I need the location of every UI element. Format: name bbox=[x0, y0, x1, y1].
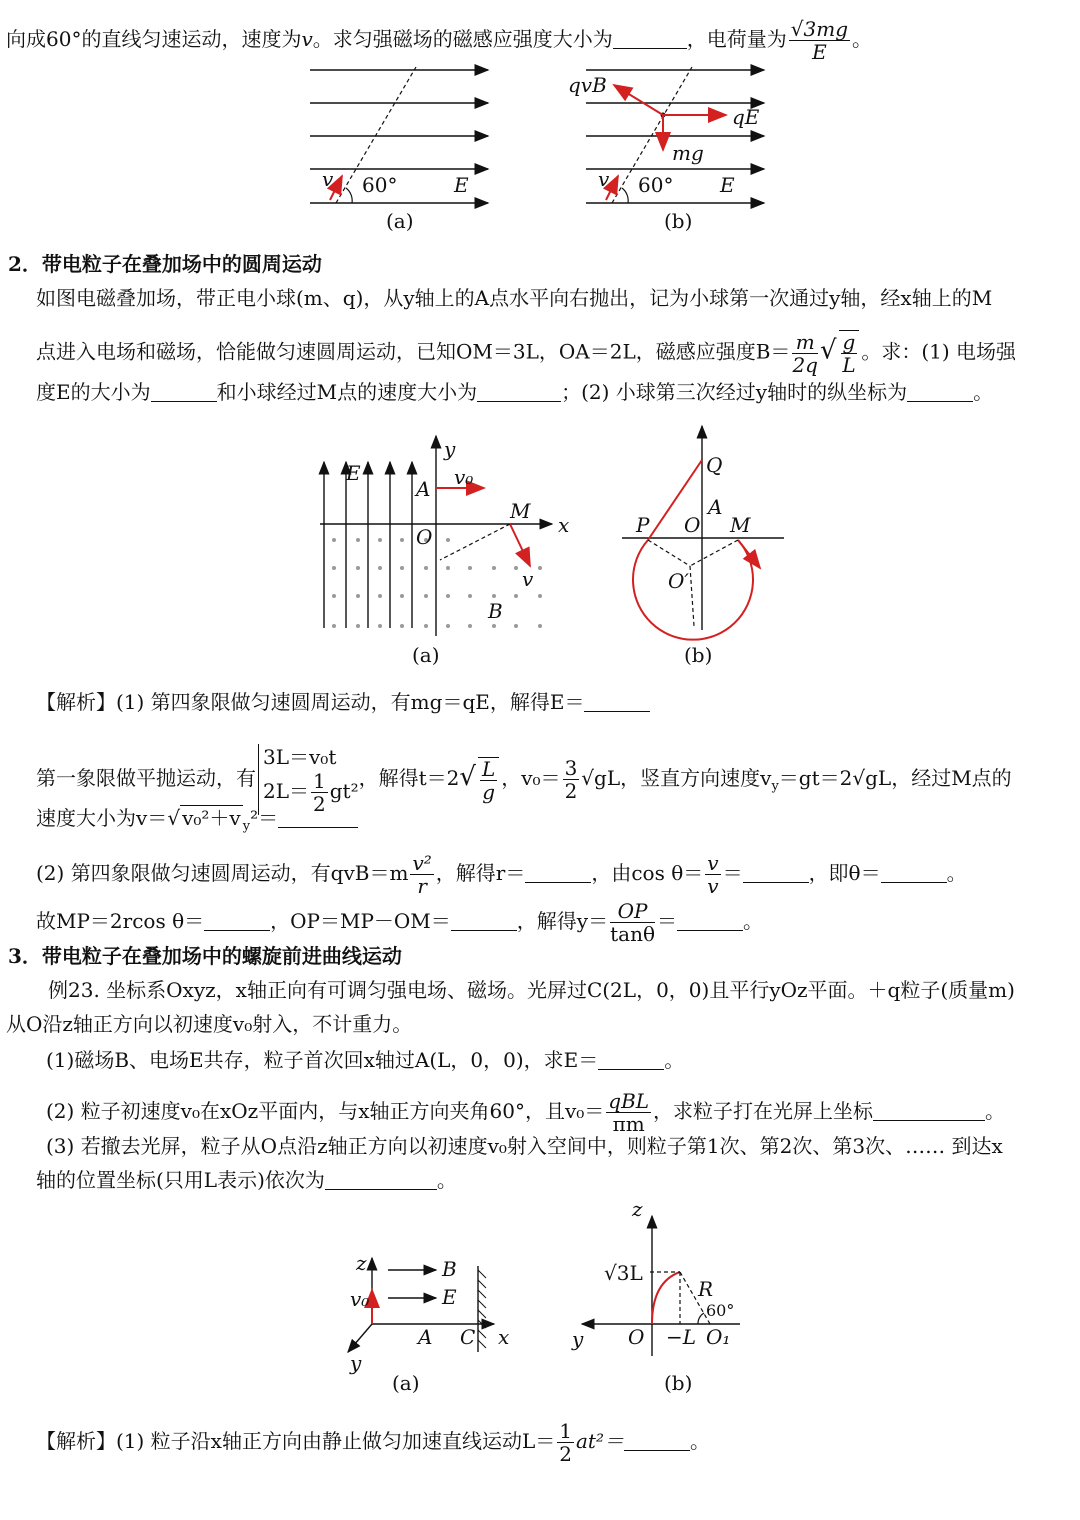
section-2-heading: 2．带电粒子在叠加场中的圆周运动 bbox=[8, 252, 322, 276]
fig2a-v0: v₀ bbox=[454, 465, 474, 489]
fig2a-M: M bbox=[510, 499, 531, 523]
fig1a-v: v bbox=[322, 167, 334, 191]
sol2-line-5: 故MP＝2rcos θ＝ ，OP＝MP－OM＝ ，解得y＝ $\frac{OP}{\tan\theta}$ ＝ 。 bbox=[36, 899, 763, 946]
fig1b-mg: mg bbox=[672, 141, 704, 165]
fig3b-z: z bbox=[632, 1197, 643, 1221]
fig3a-C: C bbox=[460, 1325, 476, 1349]
fig3b-s3L: √3L bbox=[604, 1261, 643, 1285]
sec3-q2: (2) 粒子初速度v₀在xOz平面内，与x轴正方向夹角60°，且v₀＝ $\frac{\text{qBL}}{\pi m}$ ，求粒子打在光屏上坐标 。 bbox=[46, 1089, 1006, 1136]
fig3b-R: R bbox=[698, 1277, 714, 1301]
figure-1 bbox=[0, 0, 1080, 240]
fig3b-caption: (b) bbox=[664, 1371, 693, 1395]
fig1b-qvB: qvB bbox=[568, 73, 607, 97]
fig2a-A: A bbox=[416, 477, 431, 501]
fig1a-E: E bbox=[454, 173, 469, 197]
figure-2 bbox=[0, 400, 1080, 700]
sol2-line-2: 第一象限做平抛运动，有 3L＝v₀t 2L＝ $\frac{1}{2}$ gt² ，解得t＝2√ $\frac{L}{g}$ ，v₀＝ $\frac{3}{2}$ √gL，竖直方向速度$v_y=gt=2√gL$，经过M点的 bbox=[36, 745, 1012, 816]
figure-3a bbox=[348, 1251, 509, 1395]
figure-1b bbox=[568, 67, 764, 233]
fig3a-x: x bbox=[498, 1325, 510, 1349]
fig2b-A: A bbox=[708, 495, 723, 519]
sec3-para-2: 从O沿z轴正方向以初速度v₀射入，不计重力。 bbox=[6, 1012, 413, 1036]
figure-3b bbox=[571, 1197, 740, 1395]
figure-2a bbox=[320, 436, 569, 667]
fig1b-v: v bbox=[598, 167, 610, 191]
fig3a-E: E bbox=[442, 1285, 457, 1309]
sec3-q3: (3) 若撤去光屏，粒子从O点沿z轴正方向以初速度v₀射入空间中，则粒子第1次、第2次、第3次、…… 到达x bbox=[46, 1134, 1003, 1158]
fig2b-caption: (b) bbox=[684, 643, 713, 667]
sol2-line-4: (2) 第四象限做匀速圆周运动，有qvB＝m $\frac{\text{v²}}{r}$ ，解得r＝ ，由cos θ＝ $\frac{v}{v}$ ＝ ，即θ＝ 。 bbox=[36, 851, 967, 898]
fig2b-Q: Q bbox=[706, 453, 723, 477]
fig2a-O: O bbox=[416, 525, 433, 549]
fig3b-angle: 60° bbox=[706, 1301, 735, 1320]
fig3a-y: y bbox=[350, 1351, 362, 1375]
fig3b-mL: −L bbox=[666, 1325, 697, 1349]
fig1b-E: E bbox=[720, 173, 735, 197]
fig2a-x: x bbox=[558, 513, 570, 537]
fig3b-y: y bbox=[572, 1327, 584, 1351]
fig2b-Oprime: O′ bbox=[668, 569, 689, 593]
fig2a-caption: (a) bbox=[412, 643, 440, 667]
figure-3 bbox=[0, 1197, 1080, 1420]
fig3a-v0: v₀ bbox=[350, 1287, 370, 1311]
sec2-para-3: 度E的大小为 和小球经过M点的速度大小为 ；(2) 小球第三次经过y轴时的纵坐标为 。 bbox=[36, 380, 994, 404]
fig3a-B: B bbox=[442, 1257, 457, 1281]
sec3-para-1: 例23. 坐标系Oxyz，x轴正向有可调匀强电场、磁场。光屏过C(2L，0，0)且平行yOz平面。＋q粒子(质量m) bbox=[48, 978, 1015, 1002]
sec3-q3-cont: 轴的位置坐标(只用L表示)依次为 。 bbox=[36, 1168, 457, 1192]
figure-2b bbox=[622, 426, 784, 667]
sol2-line-3: 速度大小为v＝√ v₀²＋v $_y$²＝ bbox=[36, 804, 358, 841]
fig2b-M: M bbox=[730, 513, 751, 537]
fig3b-O: O bbox=[628, 1325, 645, 1349]
fig2b-O: O bbox=[684, 513, 701, 537]
fig3a-caption: (a) bbox=[392, 1371, 420, 1395]
fig1b-caption: (b) bbox=[664, 209, 693, 233]
sol2-line-1: 【解析】(1) 第四象限做匀速圆周运动，有mg＝qE，解得E＝ bbox=[36, 688, 650, 716]
fig1b-qE: qE bbox=[732, 105, 760, 129]
sec2-para-1: 如图电磁叠加场，带正电小球(m、q)，从y轴上的A点水平向右抛出，记为小球第一次通过y轴，经x轴上的M bbox=[36, 286, 993, 310]
sol3-line-1: 【解析】(1) 粒子沿x轴正方向由静止做匀加速直线运动L＝ $\frac{1}{2}$ at²＝ 。 bbox=[36, 1419, 710, 1466]
fig2a-B: B bbox=[488, 599, 503, 623]
fig3a-z: z bbox=[356, 1251, 367, 1275]
fig2a-y: y bbox=[444, 437, 456, 461]
fig3a-A: A bbox=[418, 1325, 433, 1349]
fig2a-v: v bbox=[522, 567, 534, 591]
fig1a-angle: 60° bbox=[362, 173, 398, 197]
sec2-para-2: 点进入电场和磁场，恰能做匀速圆周运动，已知OM＝3L，OA＝2L，磁感应强度B＝ $\frac{m}{2q}$ √ $\frac{g}{L}$ 。求：(1) 电场强 bbox=[36, 329, 1017, 377]
fig2a-E: E bbox=[346, 461, 361, 485]
figure-1a bbox=[310, 67, 488, 233]
fig3b-O1: O₁ bbox=[706, 1325, 731, 1349]
fig1b-angle: 60° bbox=[638, 173, 674, 197]
fig2b-P: P bbox=[636, 513, 650, 537]
intro-line: 向成60°的直线匀速运动，速度为v。求匀强磁场的磁感应强度大小为 ，电荷量为 $\frac{√3mg}{E}$ 。 bbox=[6, 17, 873, 64]
sec3-q1: (1)磁场B、电场E共存，粒子首次回x轴过A(L，0，0)，求E＝ 。 bbox=[46, 1048, 685, 1072]
section-3-heading: 3．带电粒子在叠加场中的螺旋前进曲线运动 bbox=[8, 944, 402, 968]
fig1a-caption: (a) bbox=[386, 209, 414, 233]
